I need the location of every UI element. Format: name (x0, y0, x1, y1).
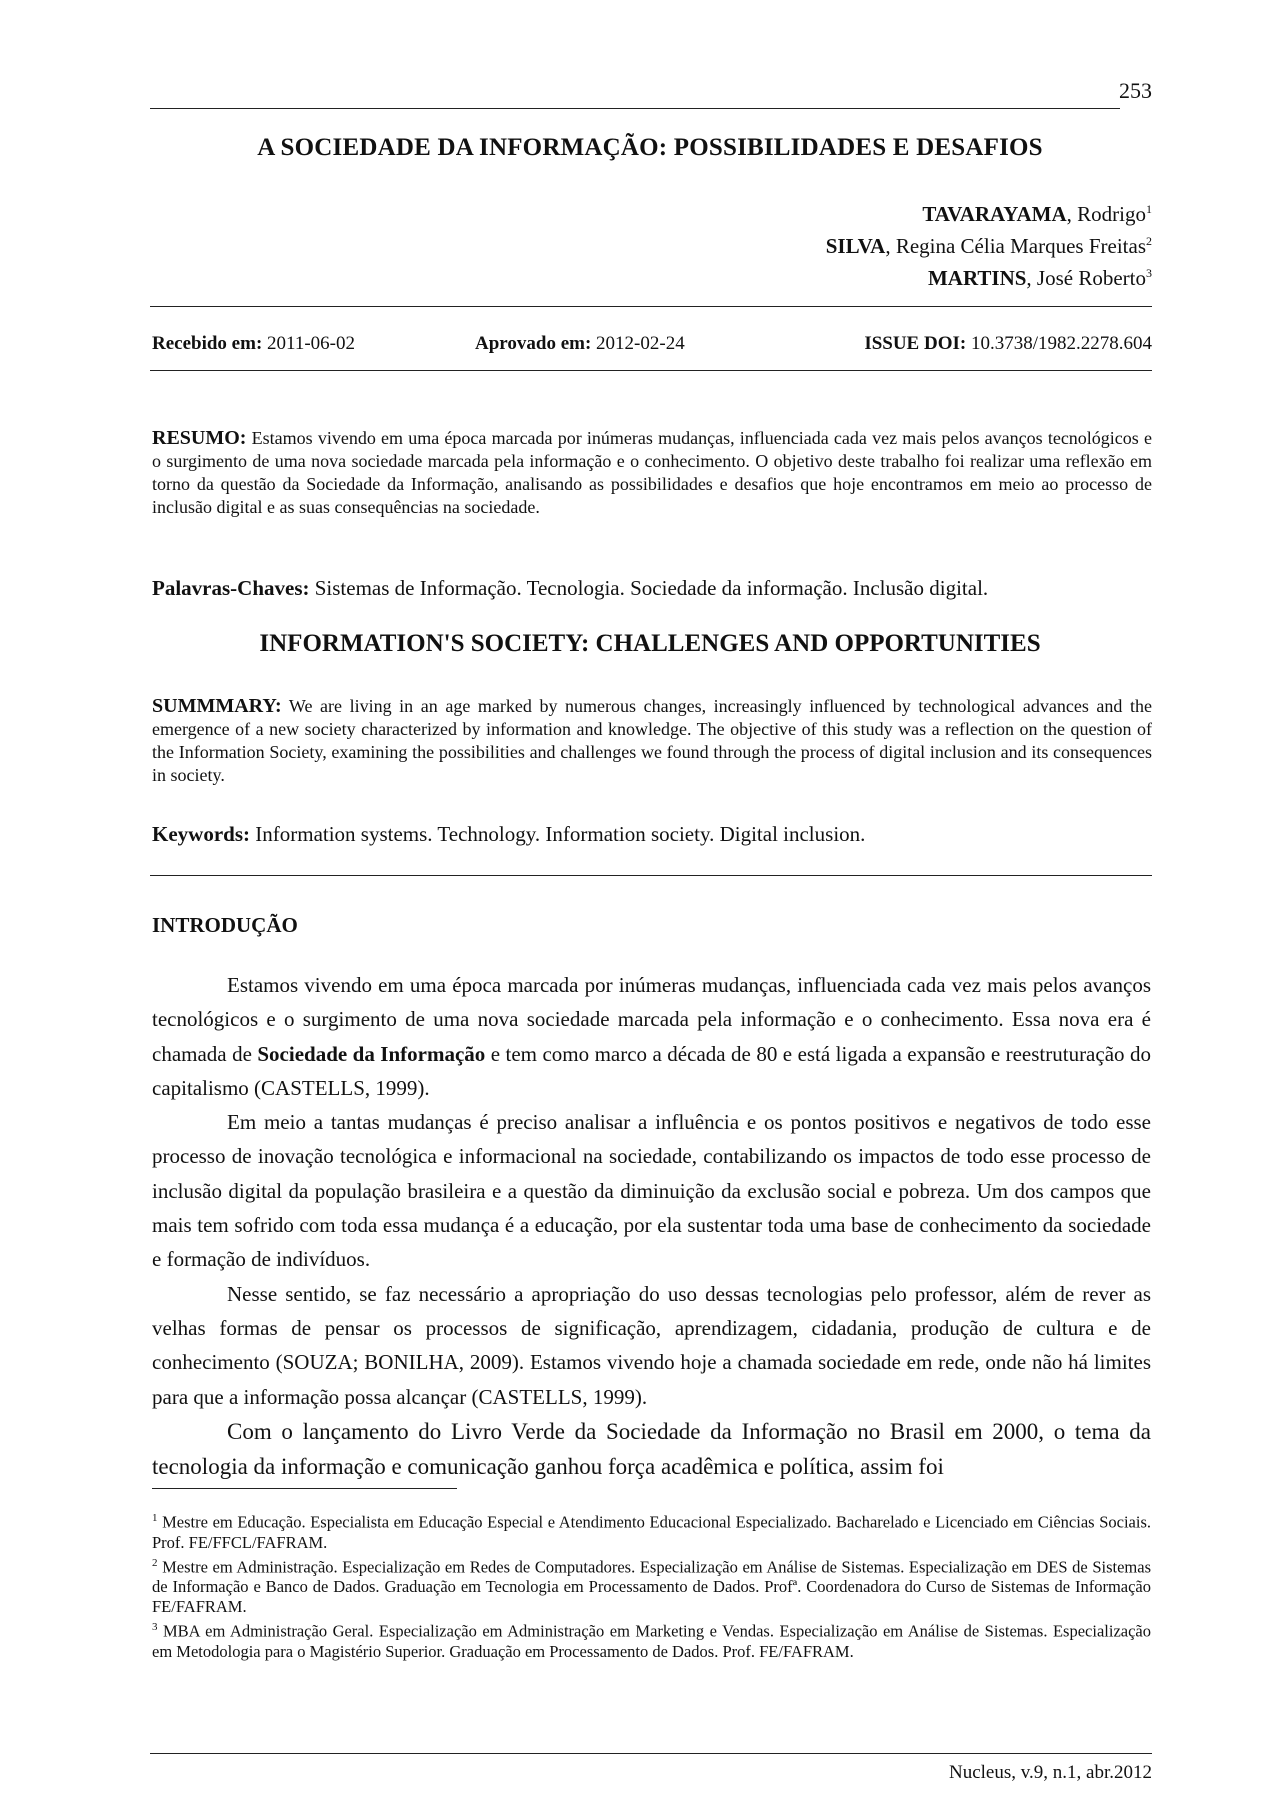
resumo (152, 427, 1152, 519)
footnote (152, 1553, 1151, 1618)
emphasis-term: Sociedade da Informação (257, 1041, 486, 1066)
author-line (826, 260, 1152, 292)
footnote-text: Mestre em Administração. Especialização em Redes de Computadores. Especialização em Análise de Sistemas. Especialização em DES de Sistemas de Informação e Banco de Dados. Graduação em Tecnologia em Processamento de Dados. Profª. Coordenadora do Curso de Sistemas de Informação FE/FAFRAM. (152, 1557, 1151, 1616)
article-title: A SOCIEDADE DA INFORMAÇÃO: POSSIBILIDADES E DESAFIOS (257, 134, 1043, 161)
author-surname: MARTINS (927, 266, 1027, 290)
footnote-mark: 2 (1146, 234, 1152, 248)
footnotes (152, 1508, 1151, 1662)
footnote (152, 1617, 1151, 1662)
keywords-text: Information systems. Technology. Information society. Digital inclusion. (250, 822, 866, 846)
doi-label: ISSUE DOI: (864, 333, 967, 354)
english-title: INFORMATION'S SOCIETY: CHALLENGES AND OPPORTUNITIES (259, 630, 1041, 657)
author-surname: SILVA (825, 234, 886, 258)
resumo-text: Estamos vivendo em uma época marcada por inúmeras mudanças, influenciada cada vez mais pelos avanços tecnológicos e o surgimento de uma nova sociedade marcada pela informação e o conhecimento. O objetivo deste trabalho foi realizar uma reflexão em torno da questão da Sociedade da Informação, analisando as possibilidades e desafios que hoje encontramos em meio ao processo de inclusão digital e as suas consequências na sociedade. (152, 428, 1152, 517)
paragraph: Em meio a tantas mudanças é preciso analisar a influência e os pontos positivos e negativos de todo esse processo de inovação tecnológica e informacional na sociedade, contabilizando os impactos de todo esse processo de inclusão digital da população brasileira e a questão da diminuição da exclusão social e pobreza. Um dos campos que mais tem sofrido com toda essa mudança é a educação, por ela sustentar toda uma base de conhecimento da sociedade e formação de indivíduos. (152, 1110, 1151, 1272)
author-line (826, 228, 1152, 260)
page-number: 253 (1119, 78, 1152, 103)
paragraph (152, 968, 1151, 1105)
footnote-mark: 3 (1146, 266, 1152, 280)
author-list (826, 196, 1152, 292)
header-rule (150, 108, 1120, 109)
palavras-chaves (152, 576, 1152, 601)
palavras-text: Sistemas de Informação. Tecnologia. Sociedade da informação. Inclusão digital. (309, 576, 989, 600)
keywords-label: Keywords: (152, 822, 250, 846)
palavras-label: Palavras-Chaves: (152, 576, 310, 600)
approved-label: Aprovado em: (475, 333, 592, 354)
received-date (152, 333, 355, 355)
footnote-mark: 1 (152, 1512, 158, 1524)
author-given-name: , Regina Célia Marques Freitas (885, 234, 1146, 258)
footer-rule (150, 1753, 1152, 1754)
paragraph: Nesse sentido, se faz necessário a apropriação do uso dessas tecnologias pelo professor, além de rever as velhas formas de pensar os processos de significação, aprendizagem, cidadania, produção de cultura e de conhecimento (SOUZA; BONILHA, 2009). Estamos vivendo hoje a chamada sociedade em rede, onde não há limites para que a informação possa alcançar (CASTELLS, 1999). (152, 1281, 1151, 1409)
author-given-name: , Rodrigo (1066, 202, 1146, 226)
meta-top-rule (150, 306, 1152, 307)
footnote-mark: 1 (1146, 202, 1152, 216)
author-surname: TAVARAYAMA (922, 202, 1067, 226)
author-line (826, 196, 1152, 228)
summary-text: We are living in an age marked by numerous changes, increasingly influenced by technological advances and the emergence of a new society characterized by information and knowledge. The objective of this study was a reflection on the question of the Information Society, examining the possibilities and challenges we found through the process of digital inclusion and its consequences in society. (152, 696, 1152, 785)
summary-label: SUMMMARY: (152, 695, 282, 717)
approved-date (475, 333, 685, 355)
approved-value: 2012-02-24 (591, 333, 685, 354)
abstract-end-rule (150, 875, 1152, 876)
footnote-text: MBA em Administração Geral. Especialização em Administração em Marketing e Vendas. Especialização em Análise de Sistemas. Especialização em Metodologia para o Magistério Superior. Graduação em Processamento de Dados. Prof. FE/FAFRAM. (152, 1621, 1151, 1661)
received-label: Recebido em: (152, 333, 263, 354)
footnote-mark: 3 (152, 1621, 158, 1633)
keywords (152, 822, 1152, 847)
summary (152, 695, 1152, 787)
footnote-separator (152, 1488, 457, 1489)
footnote-text: Mestre em Educação. Especialista em Educação Especial e Atendimento Educacional Especializado. Bacharelado e Licenciado em Ciências Sociais. Prof. FE/FFCL/FAFRAM. (152, 1512, 1151, 1552)
paragraph: Com o lançamento do Livro Verde da Sociedade da Informação no Brasil em 2000, o tema da tecnologia da informação e comunicação ganhou força acadêmica e política, assim foi (152, 1418, 1151, 1479)
doi (864, 333, 1152, 355)
footnote (152, 1508, 1151, 1553)
received-value: 2011-06-02 (262, 333, 355, 354)
footnote-mark: 2 (152, 1556, 158, 1569)
paragraph-text: e tem como marco a década de 80 e está ligada a expansão e reestruturação do capitalismo (CASTELLS, 1999). (152, 1041, 1151, 1100)
paragraph-text: Estamos vivendo em uma época marcada por inúmeras mudanças, influenciada cada vez mais pelos avanços tecnológicos e o surgimento de uma nova sociedade marcada pela informação e o conhecimento. Essa nova era é chamada de (152, 973, 1151, 1066)
journal-footer: Nucleus, v.9, n.1, abr.2012 (949, 1762, 1152, 1783)
section-heading: INTRODUÇÃO (152, 913, 298, 937)
resumo-label: RESUMO: (152, 427, 247, 449)
body-text (152, 968, 1151, 1484)
doi-value: 10.3738/1982.2278.604 (966, 333, 1152, 354)
author-given-name: , José Roberto (1026, 266, 1146, 290)
meta-bottom-rule (150, 370, 1152, 371)
